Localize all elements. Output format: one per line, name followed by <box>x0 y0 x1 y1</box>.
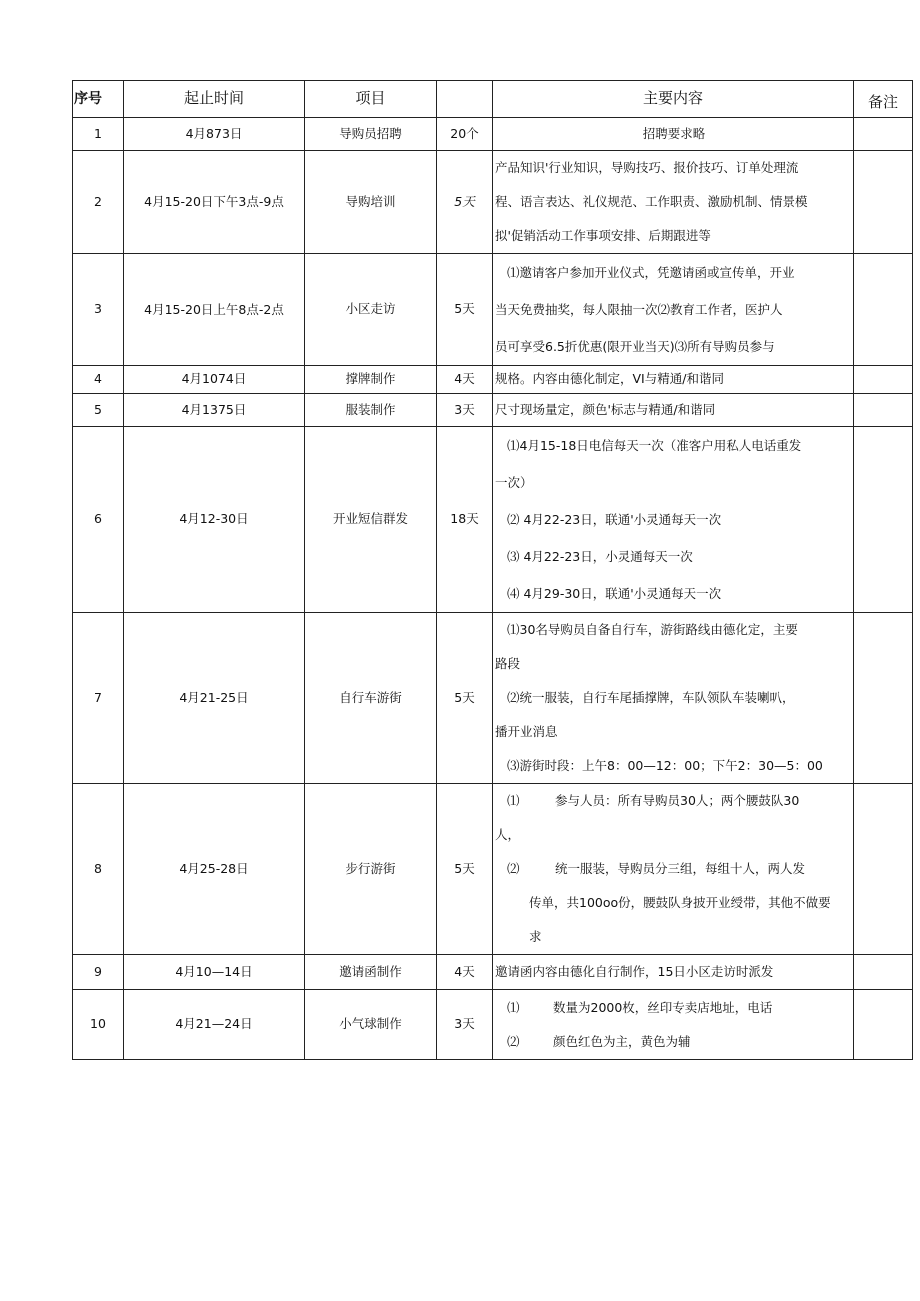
row-seq: 7 <box>73 613 124 784</box>
row-remark <box>854 427 913 613</box>
table-row <box>73 254 913 366</box>
row-remark <box>854 955 913 990</box>
header-content: 主要内容 <box>493 81 854 118</box>
table-row <box>73 955 913 990</box>
row-seq: 2 <box>73 151 124 254</box>
content-line: 邀请函内容由德化自行制作，15日小区走访时派发 <box>495 963 774 979</box>
header-qty <box>437 81 493 118</box>
row-item: 小区走访 <box>305 254 437 366</box>
content-line <box>495 818 853 852</box>
table-row <box>73 394 913 427</box>
row-remark <box>854 151 913 254</box>
row-remark <box>854 254 913 366</box>
row-content <box>493 366 854 394</box>
content-num: ⑴ <box>507 999 520 1015</box>
row-remark <box>854 990 913 1060</box>
row-item: 步行游街 <box>305 784 437 955</box>
row-remark <box>854 613 913 784</box>
content-line: 播开业消息 <box>495 724 558 739</box>
row-time: 4月10—14日 <box>124 955 305 990</box>
table-row <box>73 366 913 394</box>
content-line: 一次） <box>495 475 533 490</box>
content-text: 参与人员：所有导购员30人；两个腰鼓队30 <box>555 793 800 808</box>
row-time: 4月21—24日 <box>124 990 305 1060</box>
content-line: ⑶ 4月22-23日，小灵通每天一次 <box>507 549 693 564</box>
content-text: 传单，共100oo份，腰鼓队身披开业绶带，其他不做要 <box>529 895 831 910</box>
content-line: 拟'促销活动工作事项安排、后期跟进等 <box>495 228 711 243</box>
row-content <box>493 990 854 1060</box>
content-line: 路段 <box>495 656 521 671</box>
content-text: 数量为2000枚，丝印专卖店地址，电话 <box>553 999 773 1015</box>
row-item: 邀请函制作 <box>305 955 437 990</box>
content-line: 尺寸现场量定，颜色'标志与精通/和谐同 <box>495 401 716 417</box>
header-seq: 序号 <box>73 81 124 118</box>
row-seq: 4 <box>73 366 124 394</box>
row-seq: 8 <box>73 784 124 955</box>
row-seq: 3 <box>73 254 124 366</box>
row-item: 撑牌制作 <box>305 366 437 394</box>
row-item: 开业短信群发 <box>305 427 437 613</box>
row-remark <box>854 366 913 394</box>
row-remark <box>854 394 913 427</box>
content-line: ⑵统一服装，自行车尾插撑牌，车队领队车装喇叭， <box>507 690 795 705</box>
table-row <box>73 784 913 955</box>
content-line: 当天免费抽奖，每人限抽一次⑵教育工作者，医护人 <box>495 302 783 317</box>
content-line <box>495 1025 853 1059</box>
row-time <box>124 254 305 366</box>
content-line: ⑷ 4月29-30日，联通'小灵通每天一次 <box>507 586 722 601</box>
row-time-text: 4月15-20日上午8点-2点 <box>144 301 284 317</box>
content-line: 产品知识'行业知识，导购技巧、报价技巧、订单处理流 <box>495 160 799 175</box>
header-time: 起止时间 <box>124 81 305 118</box>
row-seq: 10 <box>73 990 124 1060</box>
row-content <box>493 784 854 955</box>
row-qty: 3天 <box>437 990 493 1060</box>
row-item: 小气球制作 <box>305 990 437 1060</box>
header-item: 项目 <box>305 81 437 118</box>
row-content <box>493 394 854 427</box>
row-qty: 5天 <box>437 613 493 784</box>
row-time: 4月12-30日 <box>124 427 305 613</box>
content-num: ⑵ <box>507 1033 520 1049</box>
table-row <box>73 990 913 1060</box>
row-content <box>493 151 854 254</box>
content-line: ⑴4月15-18日电信每天一次（准客户用私人电话重发 <box>507 438 802 453</box>
header-row <box>73 81 913 118</box>
row-remark <box>854 784 913 955</box>
table-row <box>73 118 913 151</box>
row-time: 4月21-25日 <box>124 613 305 784</box>
row-time: 4月1074日 <box>124 366 305 394</box>
row-content <box>493 254 854 366</box>
row-qty: 3天 <box>437 394 493 427</box>
content-line: 招聘要求略 <box>642 126 706 141</box>
row-qty: 5天 <box>437 151 493 254</box>
content-line <box>495 852 853 886</box>
content-text: 人， <box>495 827 521 842</box>
table-row <box>73 151 913 254</box>
content-text: 颜色红色为主，黄色为辅 <box>553 1033 691 1049</box>
row-item: 服装制作 <box>305 394 437 427</box>
row-qty: 4天 <box>437 955 493 990</box>
row-time: 4月25-28日 <box>124 784 305 955</box>
content-line: 员可享受6.5折优惠(限开业当天)⑶所有导购员参与 <box>495 339 775 354</box>
row-time: 4月1375日 <box>124 394 305 427</box>
row-seq: 1 <box>73 118 124 151</box>
content-text: 统一服装，导购员分三组，每组十人，两人发 <box>555 861 806 876</box>
content-line: 规格。内容由德化制定，VI与精通/和谐同 <box>495 371 724 387</box>
content-line <box>495 784 853 818</box>
table-row <box>73 427 913 613</box>
row-content <box>493 955 854 990</box>
row-content <box>493 118 854 151</box>
row-content <box>493 427 854 613</box>
row-content <box>493 613 854 784</box>
row-remark <box>854 118 913 151</box>
header-remark: 备注 <box>854 81 913 118</box>
content-line <box>495 991 853 1025</box>
row-item: 自行车游街 <box>305 613 437 784</box>
row-qty: 20个 <box>437 118 493 151</box>
row-time <box>124 151 305 254</box>
content-line: 程、语言表达、礼仪规范、工作职责、激励机制、情景模 <box>495 194 808 209</box>
row-qty: 4天 <box>437 366 493 394</box>
table-row <box>73 613 913 784</box>
row-seq: 5 <box>73 394 124 427</box>
row-qty: 18天 <box>437 427 493 613</box>
row-item: 导购培训 <box>305 151 437 254</box>
row-seq: 9 <box>73 955 124 990</box>
schedule-table <box>72 80 913 1060</box>
content-line <box>495 920 853 954</box>
row-time: 4月873日 <box>124 118 305 151</box>
content-line <box>495 886 853 920</box>
content-num: ⑵ <box>507 861 520 876</box>
content-line: ⑶游街时段：上午8：00—12：00；下午2：30—5：00 <box>507 758 823 773</box>
row-time-text: 4月15-20日下午3点-9点 <box>144 194 284 209</box>
row-qty: 5天 <box>437 784 493 955</box>
content-line: ⑴30名导购员自备自行车，游街路线由德化定，主要 <box>507 622 798 637</box>
content-num: ⑴ <box>507 793 520 808</box>
content-line: ⑴邀请客户参加开业仪式，凭邀请函或宣传单，开业 <box>507 265 795 280</box>
row-item: 导购员招聘 <box>305 118 437 151</box>
content-line: ⑵ 4月22-23日，联通'小灵通每天一次 <box>507 512 722 527</box>
row-seq: 6 <box>73 427 124 613</box>
row-qty: 5天 <box>437 254 493 366</box>
content-text: 求 <box>529 929 542 944</box>
